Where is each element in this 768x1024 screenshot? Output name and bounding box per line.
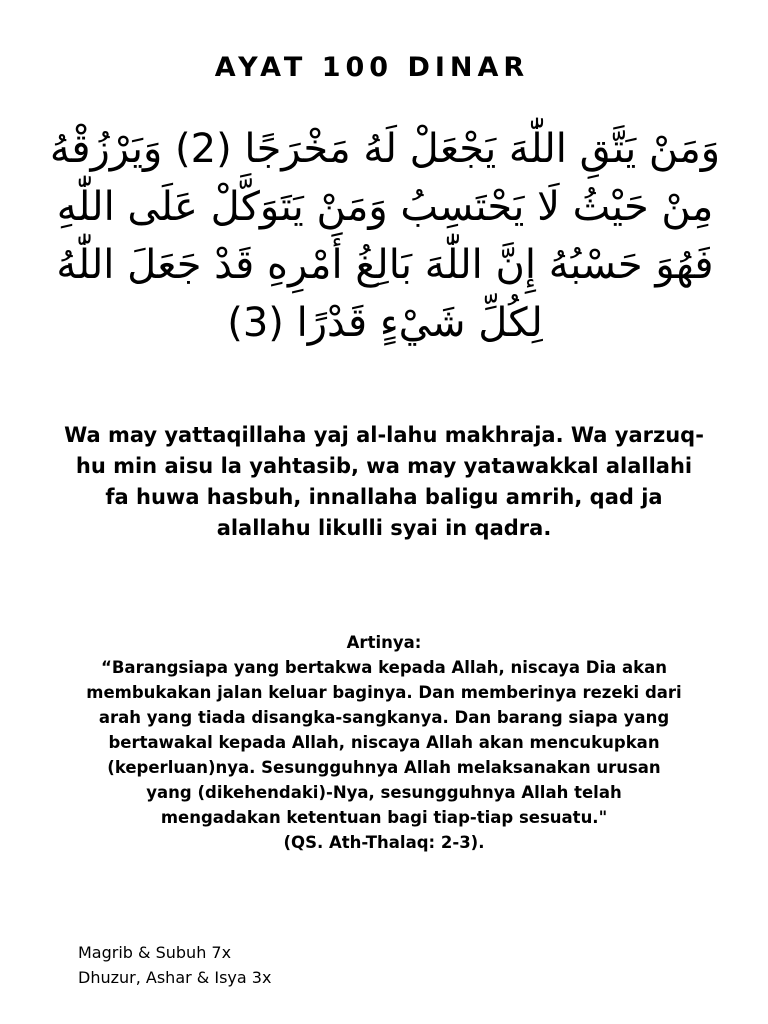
arabic-verse: وَمَنْ يَتَّقِ اللّٰهَ يَجْعَلْ لَهُ مَخْرَجًا (2) وَيَرْزُقْهُ مِنْ حَيْثُ لَا يَحْتَسِبُ وَمَنْ يَتَوَكَّلْ عَلَى اللّٰهِ فَهُوَ حَسْبُهُ إِنَّ اللّٰهَ بَالِغُ أَمْرِهِ قَدْ جَعَلَ اللّٰهُ لِكُلِّ شَيْءٍ قَدْرًا (3) [49, 126, 721, 346]
translation-heading: Artinya: [346, 633, 422, 652]
schedule-line-maghrib-subuh: Magrib & Subuh 7x [78, 943, 232, 962]
verse-reference: (QS. Ath-Thalaq: 2-3). [283, 833, 485, 852]
page-title: AYAT 100 DINAR [214, 52, 530, 83]
latin-transliteration: Wa may yattaqillaha yaj al-lahu makhraja. Wa yarzuq-hu min aisu la yahtasib, wa may yatawakkal alallahi fa huwa hasbuh, innallaha baligu amrih, qad ja alallahu likulli syai in qadra. [64, 423, 704, 540]
recitation-schedule [78, 940, 271, 990]
translation-body: “Barangsiapa yang bertakwa kepada Allah, niscaya Dia akan membukakan jalan keluar baginya. Dan memberinya rezeki dari arah yang tiada disangka-sangkanya. Dan barang siapa yang bertawakal kepada Allah, niscaya Allah akan mencukupkan (keperluan)nya. Sesungguhnya Allah melaksanakan urusan yang (dikehendaki)-Nya, sesungguhnya Allah telah mengadakan ketentuan bagi tiap-tiap sesuatu." [86, 658, 682, 827]
translation-block [84, 630, 684, 855]
schedule-line-dhuhur-ashar-isya: Dhuzur, Ashar & Isya 3x [78, 968, 272, 987]
